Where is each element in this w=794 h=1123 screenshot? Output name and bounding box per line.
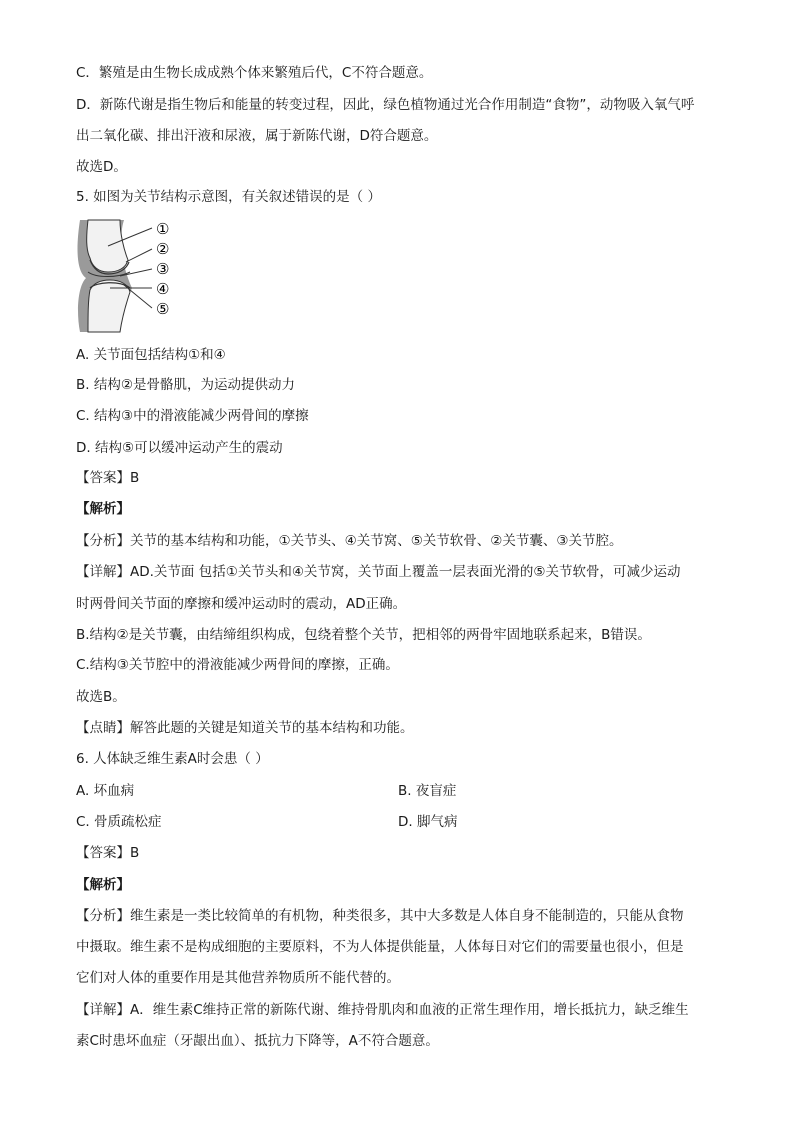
figure-label-2: ② xyxy=(156,240,170,258)
text-line: 出二氧化碳、排出汗液和尿液，属于新陈代谢，D符合题意。 xyxy=(76,128,438,144)
question-5-option-c: C. 结构③中的滑液能减少两骨间的摩擦 xyxy=(76,408,309,424)
figure-label-1: ① xyxy=(156,220,170,238)
question-6-option-b: B. 夜盲症 xyxy=(398,783,457,799)
analysis-line: 中摄取。维生素不是构成细胞的主要原料，不为人体提供能量，人体每日对它们的需要量也很小，但是 xyxy=(76,939,684,955)
joint-structure-diagram xyxy=(72,216,188,334)
question-6-option-a: A. 坏血病 xyxy=(76,783,135,799)
analysis-line: 【详解】AD.关节面 包括①关节头和④关节窝，关节面上覆盖一层表面光滑的⑤关节软骨，可减少运动 xyxy=(76,564,681,580)
analysis-line: 【分析】关节的基本结构和功能，①关节头、④关节窝、⑤关节软骨、②关节囊、③关节腔。 xyxy=(76,533,623,549)
question-6-option-c: C. 骨质疏松症 xyxy=(76,814,162,830)
question-5-stem: 5. 如图为关节结构示意图，有关叙述错误的是（ ） xyxy=(76,189,381,205)
figure-label-3: ③ xyxy=(156,260,170,278)
question-6-analysis-heading: 【解析】 xyxy=(76,877,130,893)
figure-label-4: ④ xyxy=(156,280,170,298)
analysis-line: 时两骨间关节面的摩擦和缓冲运动时的震动，AD正确。 xyxy=(76,596,407,612)
question-5-answer: 【答案】B xyxy=(76,470,140,486)
text-line: C．繁殖是由生物长成成熟个体来繁殖后代，C不符合题意。 xyxy=(76,65,433,81)
question-6-option-d: D. 脚气病 xyxy=(398,814,458,830)
analysis-line: B.结构②是关节囊，由结缔组织构成，包绕着整个关节，把相邻的两骨牢固地联系起来，B错误。 xyxy=(76,627,651,643)
analysis-line: 故选B。 xyxy=(76,689,126,705)
analysis-line: 它们对人体的重要作用是其他营养物质所不能代替的。 xyxy=(76,970,400,986)
question-6-answer: 【答案】B xyxy=(76,845,140,861)
question-5-option-a: A. 关节面包括结构①和④ xyxy=(76,347,226,363)
analysis-line: 【分析】维生素是一类比较简单的有机物，种类很多，其中大多数是人体自身不能制造的，只能从食物 xyxy=(76,908,684,924)
question-5-option-b: B. 结构②是骨骼肌，为运动提供动力 xyxy=(76,377,295,393)
analysis-line: C.结构③关节腔中的滑液能减少两骨间的摩擦，正确。 xyxy=(76,657,399,673)
question-5-analysis-heading: 【解析】 xyxy=(76,501,130,517)
figure-label-5: ⑤ xyxy=(156,300,170,318)
text-line: D．新陈代谢是指生物后和能量的转变过程，因此，绿色植物通过光合作用制造“食物”，动物吸入氧气呼 xyxy=(76,97,695,113)
analysis-line: 【点睛】解答此题的关键是知道关节的基本结构和功能。 xyxy=(76,720,414,736)
question-6-stem: 6. 人体缺乏维生素A时会患（ ） xyxy=(76,751,269,767)
question-5-option-d: D. 结构⑤可以缓冲运动产生的震动 xyxy=(76,440,283,456)
text-line: 故选D。 xyxy=(76,159,127,175)
analysis-line: 【详解】A．维生素C维持正常的新陈代谢、维持骨肌肉和血液的正常生理作用，增长抵抗力，缺乏维生 xyxy=(76,1002,689,1018)
analysis-line: 素C时患坏血症（牙龈出血）、抵抗力下降等，A不符合题意。 xyxy=(76,1033,439,1049)
